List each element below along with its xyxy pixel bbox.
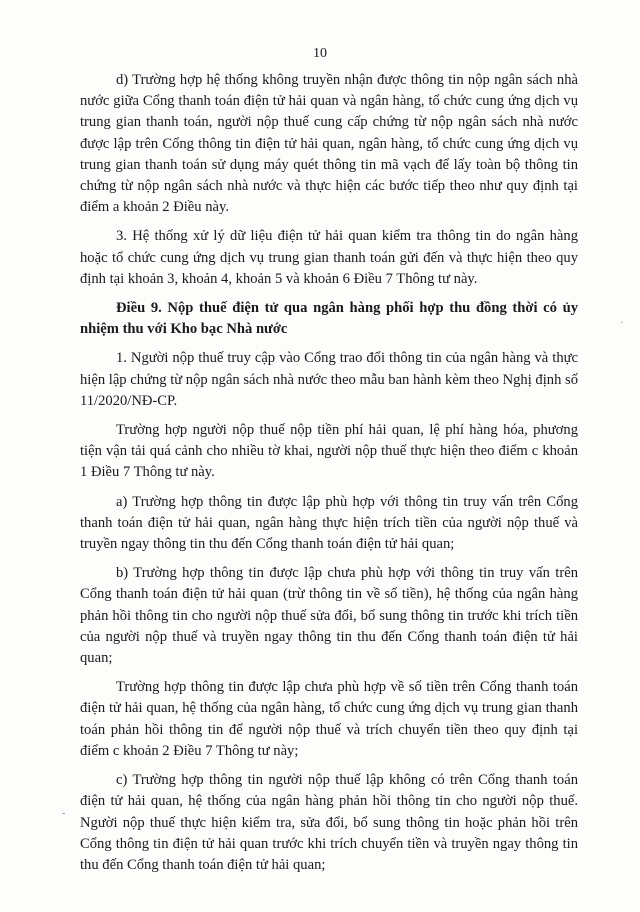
article-9-heading: Điều 9. Nộp thuế điện tử qua ngân hàng phối hợp thu đồng thời có ủy nhiệm thu với Kho bạc Nhà nước <box>80 300 578 338</box>
paragraph-multiple-declarations: Trường hợp người nộp thuế nộp tiền phí hải quan, lệ phí hàng hóa, phương tiện vận tải quá cảnh cho nhiều tờ khai, người nộp thuế thực hiện theo điểm c khoản 1 Điều 7 Thông tư này. <box>80 422 578 481</box>
document-body <box>80 70 578 884</box>
paragraph-point-b: b) Trường hợp thông tin được lập chưa phù hợp với thông tin truy vấn trên Cổng thanh toán điện tử hải quan (trừ thông tin về số tiền), hệ thống của ngân hàng phản hồi thông tin cho người nộp thuế sửa đổi, bổ sung thông tin trước khi trích tiền của người nộp thuế và truyền ngay thông tin thu đến Cổng thanh toán điện tử hải quan; <box>80 565 578 667</box>
scan-speck: · <box>620 318 624 329</box>
paragraph-article-9-clause-1: 1. Người nộp thuế truy cập vào Cổng trao đổi thông tin của ngân hàng và thực hiện lập chứng từ nộp ngân sách nhà nước theo mẫu ban hành kèm theo Nghị định số 11/2020/NĐ-CP. <box>80 350 578 409</box>
paragraph-clause-2d: d) Trường hợp hệ thống không truyền nhận được thông tin nộp ngân sách nhà nước giữa Cổng thanh toán điện tử hải quan và ngân hàng, tổ chức cung ứng dịch vụ trung gian thanh toán, người nộp thuế cung cấp chứng từ nộp ngân sách nhà nước được lập trên Cổng thông tin điện tử hải quan, ngân hàng, tổ chức cung ứng dịch vụ trung gian thanh toán sử dụng máy quét thông tin mã vạch để lấy toàn bộ thông tin chứng từ nộp ngân sách nhà nước và thực hiện các bước tiếp theo như quy định tại điểm a khoản 2 Điều này. <box>80 72 578 216</box>
paragraph-amount-mismatch: Trường hợp thông tin được lập chưa phù hợp về số tiền trên Cổng thanh toán điện tử hải quan, hệ thống của ngân hàng, tổ chức cung ứng dịch vụ trung gian thanh toán phản hồi thông tin để người nộp thuế và trích chuyển tiền theo quy định tại điểm c khoản 2 Điều 7 Thông tư này; <box>80 679 578 759</box>
paragraph-point-a: a) Trường hợp thông tin được lập phù hợp với thông tin truy vấn trên Cổng thanh toán điện tử hải quan, ngân hàng thực hiện trích tiền của người nộp thuế và truyền ngay thông tin thu đến Cổng thanh toán điện tử hải quan; <box>80 493 578 553</box>
paragraph-point-c: c) Trường hợp thông tin người nộp thuế lập không có trên Cổng thanh toán điện tử hải quan, hệ thống của ngân hàng phản hồi thông tin cho người nộp thuế. Người nộp thuế thực hiện kiểm tra, sửa đổi, bổ sung thông tin hoặc phản hồi trên Cổng thông tin điện tử hải quan trước khi trích chuyển tiền và truyền ngay thông tin thu đến Cổng thanh toán điện tử hải quan; <box>80 772 578 873</box>
paragraph-clause-3: 3. Hệ thống xử lý dữ liệu điện tử hải quan kiểm tra thông tin do ngân hàng hoặc tổ chức cung ứng dịch vụ trung gian thanh toán gửi đến và thực hiện theo quy định tại khoản 3, khoản 4, khoản 5 và khoản 6 Điều 7 Thông tư này. <box>80 228 578 287</box>
scan-speck: - <box>62 808 66 819</box>
page-number: 10 <box>313 46 327 61</box>
